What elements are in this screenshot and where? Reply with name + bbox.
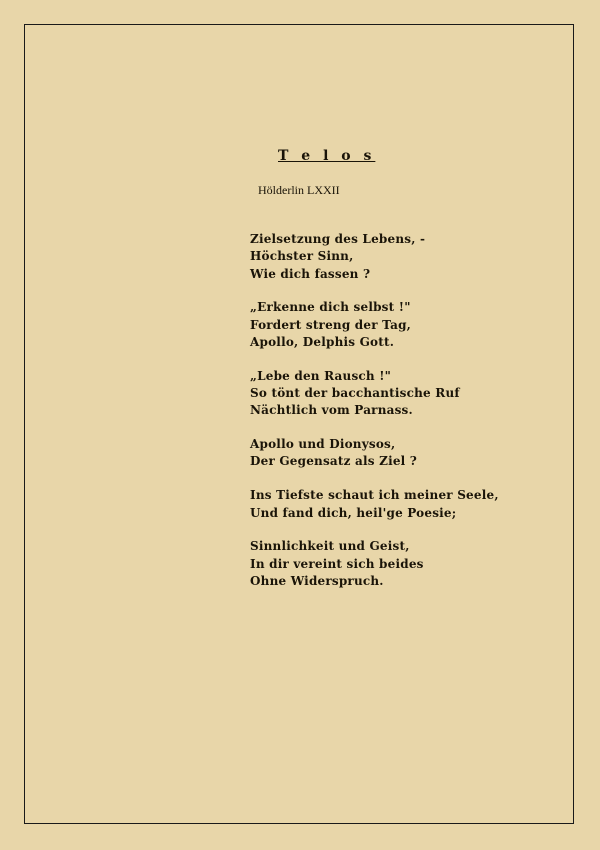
stanza [250,436,570,471]
stanza [250,487,570,522]
poem-line: Nächtlich vom Parnass. [250,403,413,418]
poem-line: Höchster Sinn, [250,249,354,264]
poem-line: „Erkenne dich selbst !" [250,300,411,315]
poem-subtitle: Hölderlin LXXII [258,183,340,197]
poem-line: Ohne Widerspruch. [250,573,384,588]
poem-line: Ins Tiefste schaut ich meiner Seele, [250,488,499,503]
poem-line: So tönt der bacchantische Ruf [250,386,460,401]
stanza [250,538,570,590]
poem-line: Zielsetzung des Lebens, - [250,232,426,246]
stanza [250,299,570,351]
poem-line: Fordert streng der Tag, [250,317,412,332]
poem-line: Sinnlichkeit und Geist, [250,539,410,554]
poem-line: Apollo und Dionysos, [250,437,396,452]
poem-title: T e l o s [278,148,376,164]
poem-line: Apollo, Delphis Gott. [250,334,395,349]
stanza [250,231,570,283]
poem-line: In dir vereint sich beides [250,556,424,571]
poem-line: Wie dich fassen ? [250,266,371,281]
poem-line: Und fand dich, heil'ge Poesie; [250,505,457,520]
poem-line: „Lebe den Rausch !" [250,368,392,383]
poem-body [250,231,570,607]
poem-line: Der Gegensatz als Ziel ? [250,454,418,469]
stanza [250,368,570,420]
